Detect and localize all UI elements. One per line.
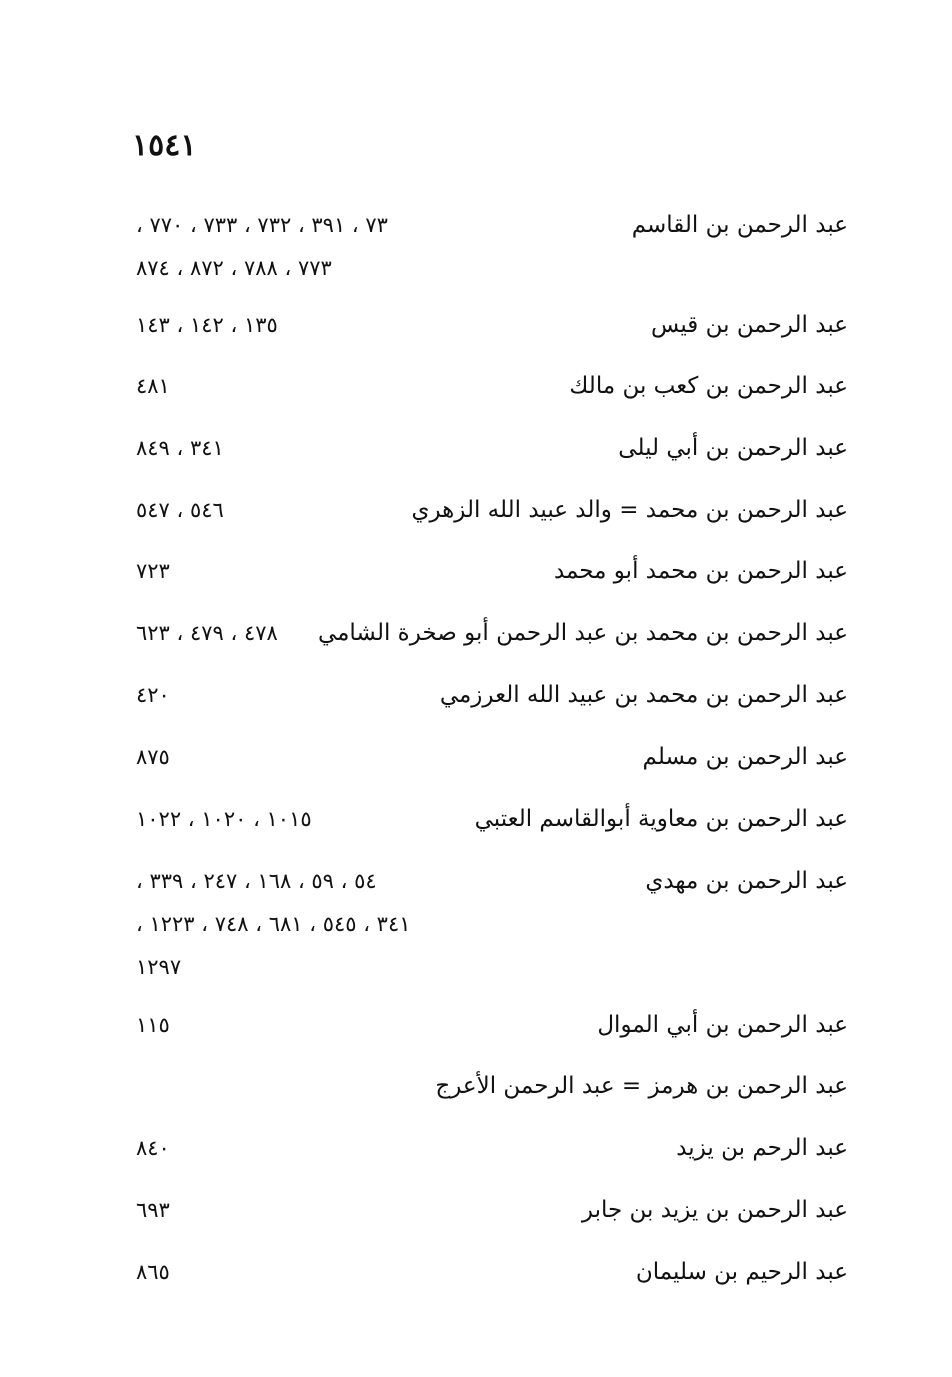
entry-refs [136,556,170,599]
entry-refs [136,310,278,353]
entry-name: عبد الرحمن بن كعب بن مالك [569,373,848,399]
entry-name: عبد الرحمن بن محمد أبو محمد [553,558,848,584]
entry-name: عبد الرحمن بن أبي ليلى [618,435,848,461]
entry-name: عبد الرحمن بن محمد = والد عبيد الله الزهري [411,497,848,523]
refs-line: ٨٧٥ [136,745,170,769]
refs-line: ١٠١٥ ، ١٠٢٠ ، ١٠٢٢ [136,807,312,831]
refs-line: ٥٤٦ ، ٥٤٧ [136,498,224,522]
refs-line: ٥٤ ، ٥٩ ، ١٦٨ ، ٢٤٧ ، ٣٣٩ ، [136,869,377,893]
entry-name: عبد الرحيم بن سليمان [635,1259,848,1285]
refs-line: ٤٢٠ [136,683,170,707]
entry-refs [136,1195,170,1238]
entry-refs [136,680,170,723]
entry-name: عبد الرحمن بن مهدي [645,868,848,894]
entry-name: عبد الرحمن بن القاسم [631,212,848,238]
refs-line: ٤٨١ [136,374,170,398]
entry-refs [136,618,278,661]
entry-name: عبد الرحمن بن معاوية أبوالقاسم العتبي [474,806,848,832]
refs-line: ٨٦٥ [136,1260,170,1284]
entry-refs [136,210,388,296]
page-number: ١٥٤١ [132,128,197,163]
entry-name: عبد الرحمن بن هرمز = عبد الرحمن الأعرج [435,1073,848,1099]
entry-name: عبد الرحم بن يزيد [676,1135,848,1161]
refs-line: ٣٤١ ، ٨٤٩ [136,436,224,460]
refs-line: ٧٧٣ ، ٧٨٨ ، ٨٧٢ ، ٨٧٤ [136,256,332,280]
refs-line: ٤٧٨ ، ٤٧٩ ، ٦٢٣ [136,621,278,645]
entry-refs [136,804,312,847]
refs-line: ٦٩٣ [136,1198,170,1222]
refs-line: ١٢٩٧ [136,955,182,979]
entry-refs [136,1133,170,1176]
entry-name: عبد الرحمن بن يزيد بن جابر [581,1197,848,1223]
entry-refs [136,1010,170,1053]
entry-refs [136,742,170,785]
entry-name: عبد الرحمن بن محمد بن عبد الرحمن أبو صخرة الشامي [317,620,848,646]
entry-refs [136,433,224,476]
refs-line: ٣٤١ ، ٥٤٥ ، ٦٨١ ، ٧٤٨ ، ١٢٢٣ ، [136,912,411,936]
entry-refs [136,1257,170,1300]
refs-line: ٧٣ ، ٣٩١ ، ٧٣٢ ، ٧٣٣ ، ٧٧٠ ، [136,213,388,237]
refs-line: ١٣٥ ، ١٤٢ ، ١٤٣ [136,313,278,337]
entry-name: عبد الرحمن بن قيس [651,312,848,338]
entry-refs [136,866,411,995]
refs-line: ١١٥ [136,1013,170,1037]
entry-refs [136,371,170,414]
entry-refs [136,495,224,538]
refs-line: ٧٢٣ [136,559,170,583]
entry-name: عبد الرحمن بن محمد بن عبيد الله العرزمي [439,682,848,708]
refs-line: ٨٤٠ [136,1136,170,1160]
entry-name: عبد الرحمن بن أبي الموال [597,1012,848,1038]
entry-name: عبد الرحمن بن مسلم [642,744,848,770]
